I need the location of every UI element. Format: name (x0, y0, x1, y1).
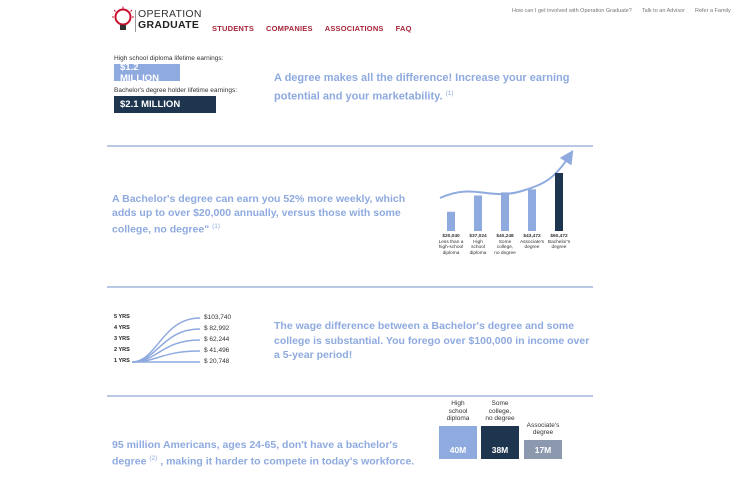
stat-category-line: no degree (485, 415, 515, 422)
year-value-label: $ 41,496 (204, 346, 230, 354)
year-value-label: $ 82,992 (204, 324, 230, 332)
bar-category-label: college, (496, 245, 514, 250)
stat-category-line: Associate's (526, 421, 560, 429)
bar-value-label: $60,472 (550, 234, 568, 239)
bar-category-label: diploma (442, 250, 460, 256)
stat-bar (439, 426, 477, 460)
americans-headline-text-2: , making it harder to compete in today's workforce. (160, 455, 415, 468)
degree-headline (274, 71, 594, 105)
hs-earnings-label: High school diploma lifetime earnings: (114, 55, 224, 62)
bar-category-label: degree (524, 245, 540, 250)
bar-category-label: diploma (469, 250, 487, 256)
bar-value-label: $20,040 (442, 234, 460, 239)
footnote-2[interactable]: (2) (149, 455, 158, 462)
stat-bar (481, 426, 519, 460)
wage-headline: The wage difference between a Bachelor's degree and some college is substantial. You forego over $100,000 in income over a 5-year period! (274, 320, 590, 361)
stat-category-line: degree (532, 429, 554, 437)
stat-category-line: college, (488, 407, 512, 415)
year-value-label: $103,740 (204, 313, 232, 321)
nav-faq[interactable]: FAQ (395, 24, 412, 33)
year-label: 4 YRS (114, 325, 130, 331)
degree-headline-text: A degree makes all the difference! Increase your earning potential and your marketability. (274, 72, 570, 103)
stat-bar (524, 440, 562, 459)
bar-label (464, 234, 492, 256)
site-header (0, 0, 731, 44)
year-label: 5 YRS (114, 314, 130, 320)
weekly-headline-text: A Bachelor's degree can earn you 52% more weekly, which adds up to over $20,000 annually, versus those with some college, no degree" (112, 193, 406, 236)
ba-earnings-label: Bachelor's degree holder lifetime earnings: (114, 87, 238, 94)
trend-arrow (440, 155, 570, 198)
lightbulb-icon (112, 6, 134, 34)
logo-divider (135, 10, 136, 32)
bar (474, 195, 482, 231)
utility-nav (512, 8, 731, 14)
stat-column (524, 400, 562, 459)
bar-label (491, 234, 519, 256)
bar (501, 192, 509, 231)
bar (447, 212, 455, 231)
logo-line1: OPERATION (138, 8, 202, 20)
bar-category-label: Some (498, 239, 512, 245)
year-label: 1 YRS (114, 358, 130, 364)
weekly-earnings-chart (430, 150, 580, 235)
stat-category-line: diploma (446, 415, 470, 422)
util-get-involved[interactable]: How can I get involved with Operation Graduate? (512, 8, 632, 14)
year-value-label: $ 20,748 (204, 357, 230, 365)
year-value-label: $ 62,244 (204, 335, 230, 343)
americans-headline (112, 438, 424, 469)
logo-text (138, 9, 202, 31)
section-divider (107, 286, 593, 288)
section-divider (107, 395, 593, 397)
stat-category-line: Some (491, 400, 509, 407)
nav-students[interactable]: STUDENTS (212, 24, 255, 33)
bar-value-label: $37,024 (469, 234, 487, 239)
stat-value-label: 17M (534, 445, 552, 455)
footnote-1b[interactable]: (1) (212, 223, 221, 230)
main-nav (212, 24, 412, 33)
year-label: 2 YRS (114, 347, 130, 353)
americans-headline-text-1: 95 million Americans, ages 24-65, don't have a bachelor's degree (112, 439, 398, 468)
bar-category-label: school (471, 245, 485, 250)
bar-category-label: degree (551, 245, 567, 250)
footnote-1[interactable]: (1) (445, 90, 454, 97)
bar-label (518, 234, 546, 251)
bar-category-label: High (473, 239, 483, 245)
stat-category-line: High (451, 400, 465, 407)
logo[interactable] (112, 6, 220, 36)
bar-category-label: no degree (494, 250, 516, 256)
bar-value-label: $43,472 (523, 234, 541, 239)
bar-category-label: high-school (438, 245, 464, 250)
ba-earnings-value: $2.1 MILLION (114, 96, 216, 113)
nav-companies[interactable]: COMPANIES (266, 24, 313, 33)
bar-label (437, 234, 465, 256)
stat-category-line: school (448, 407, 468, 415)
util-refer-family[interactable]: Refer a Family (694, 8, 731, 14)
bar (528, 189, 536, 231)
stat-value-label: 38M (491, 445, 509, 455)
stat-value-label: 40M (449, 445, 467, 455)
bar-category-label: Bachelor's (547, 239, 571, 245)
stat-column (439, 400, 477, 459)
stat-column (481, 400, 519, 459)
bar-category-label: Associate's (519, 239, 545, 245)
stat-category-label (447, 400, 470, 423)
stat-category-label (527, 422, 560, 437)
bar-value-label: $40,248 (496, 234, 514, 239)
bar (555, 173, 563, 231)
year-label: 3 YRS (114, 336, 130, 342)
util-talk-advisor[interactable]: Talk to an Advisor (641, 8, 685, 14)
weekly-headline (112, 192, 422, 237)
section-divider (107, 145, 593, 147)
bar-category-label: Less than a (438, 239, 464, 245)
bar-label (545, 234, 573, 251)
hs-earnings-value: $1.2 MILLION (114, 64, 180, 81)
stat-category-label (485, 400, 514, 423)
logo-line2: GRADUATE (138, 19, 200, 31)
nav-associations[interactable]: ASSOCIATIONS (324, 24, 384, 33)
